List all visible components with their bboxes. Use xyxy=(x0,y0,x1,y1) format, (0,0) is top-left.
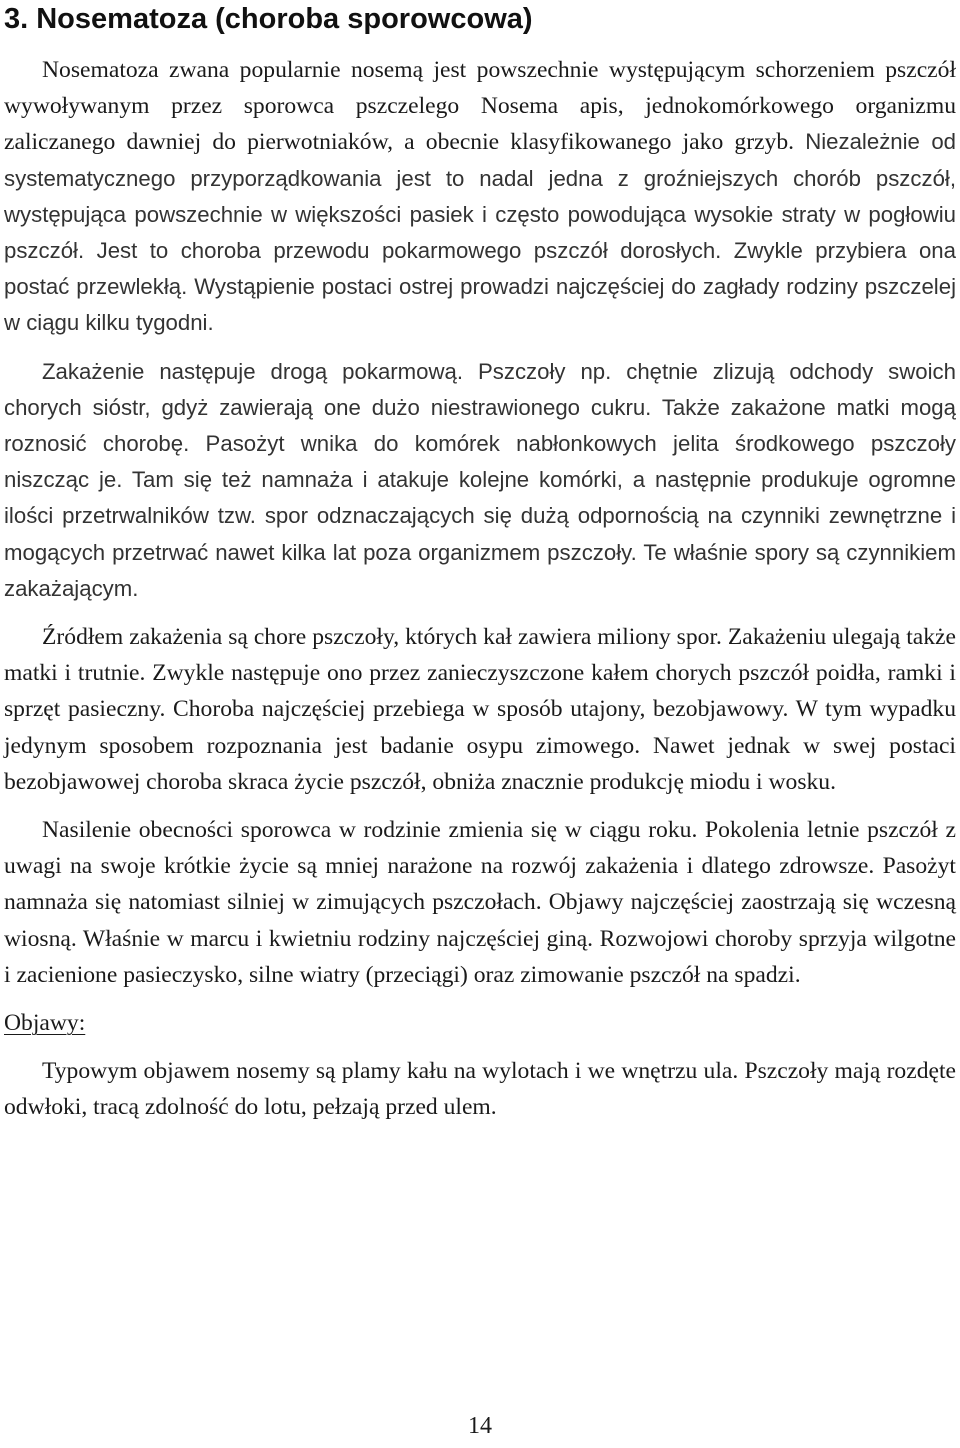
paragraph-symptoms: Typowym objawem nosemy są plamy kału na wylotach i we wnętrzu ula. Pszczoły mają rozdęte odwłoki, tracą zdolność do lotu, pełzają przed ulem. xyxy=(4,1058,956,1121)
section-title: 3. Nosematoza (choroba sporowcowa) xyxy=(4,3,533,35)
paragraph-intro-serif: Nosematoza zwana popularnie nosemą jest powszechnie występującym schorzeniem pszczół wywoływanym przez sporowca pszczelego Nosema apis, jednokomórkowego organizmu zaliczanego dawniej do pierwotniaków, a obecnie klasyfikowanego jako grzyb. xyxy=(4,57,956,156)
page-number: 14 xyxy=(468,1413,492,1439)
paragraph-seasonality: Nasilenie obecności sporowca w rodzinie zmienia się w ciągu roku. Pokolenia letnie pszczół z uwagi na swoje krótkie życie są mniej narażone na rozwój zakażenia i dlatego zdrowsze. Pasożyt namnaża się natomiast silniej w zimujących pszczołach. Objawy najczęściej zaostrzają się wczesną wiosną. Właśnie w marcu i kwietniu rodziny najczęściej giną. Rozwojowi choroby sprzyja wilgotne i zacienione pasieczysko, silne wiatry (przeciągi) oraz zimowanie pszczół na spadzi. xyxy=(4,817,956,988)
paragraph-intro xyxy=(4,52,956,342)
paragraph-infection-route: Zakażenie następuje drogą pokarmową. Pszczoły np. chętnie zlizują odchody swoich chorych sióstr, gdyż zawierają one dużo niestrawionego cukru. Także zakażone matki mogą roznosić chorobę. Pasożyt wnika do komórek nabłonkowych jelita środkowego pszczoły niszcząc je. Tam się też namnaża i atakuje kolejne komórki, a następnie produkuje ogromne ilości przetrwalników tzw. spor odznaczających się dużą odpornością na czynniki zewnętrzne i mogących przetrwać nawet kilka lat poza organizmem pszczoły. Te właśnie spory są czynnikiem zakażającym. xyxy=(4,358,956,601)
symptoms-heading: Objawy: xyxy=(4,1010,86,1037)
paragraph-intro-sans: Niezależnie od systematycznego przyporządkowania jest to nadal jedna z groźniejszych chorób pszczół, występująca powszechnie w większości pasiek i często powodująca wysokie straty w pogłowiu pszczół. Jest to choroba przewodu pokarmowego pszczół dorosłych. Zwykle przybiera ona postać przewlekłą. Wystąpienie postaci ostrej prowadzi najczęściej do zagłady rodziny pszczelej w ciągu kilku tygodni. xyxy=(4,129,957,336)
paragraph-infection-source: Źródłem zakażenia są chore pszczoły, których kał zawiera miliony spor. Zakażeniu ulegają także matki i trutnie. Zwykle następuje ono przez zanieczyszczone kałem chorych pszczół poidła, ramki i sprzęt pasieczny. Choroba najczęściej przebiega w sposób utajony, bezobjawowy. W tym wypadku jedynym sposobem rozpoznania jest badanie osypu zimowego. Nawet jednak w swej postaci bezobjawowej choroba skraca życie pszczół, obniża znacznie produkcję miodu i wosku. xyxy=(4,624,956,795)
document-page xyxy=(4,0,956,1448)
